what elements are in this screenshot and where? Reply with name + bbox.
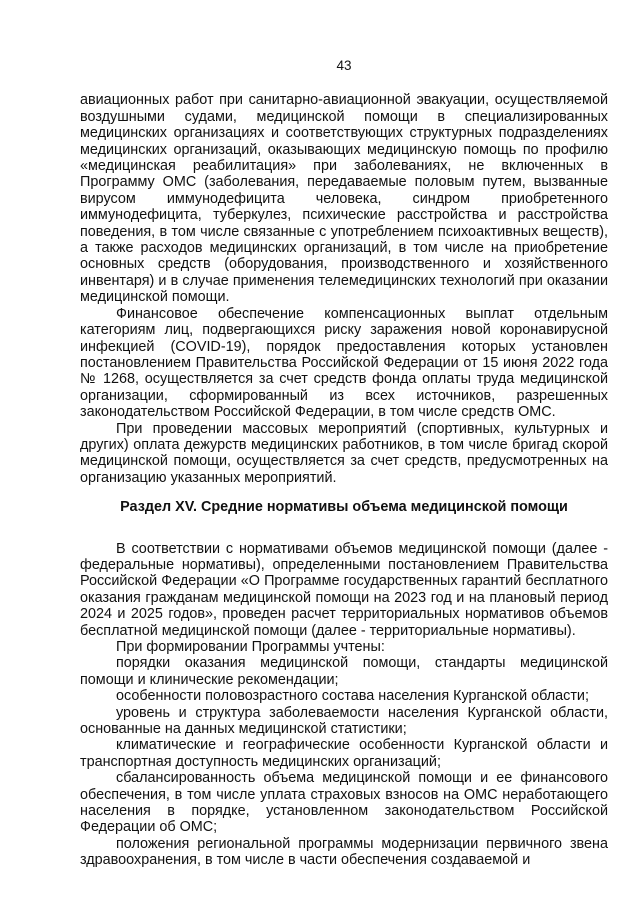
list-item-population-composition: особенности половозрастного состава населения Курганской области; [116, 688, 589, 705]
paragraph-federal-normatives: В соответствии с нормативами объемов медицинской помощи (далее - федеральные нормативы), определенными постановлением Правительства Российской Федерации «О Программе государственных гарантий бесплатного оказания гражданам медицинской помощи на 2023 год и на плановый период 2024 и 2025 годов», проведен расчет территориальных нормативов объемов бесплатной медицинской помощи (далее - территориальные нормативы). [80, 540, 608, 639]
list-item-balance-financing: сбалансированность объема медицинской помощи и ее финансового обеспечения, в том числе уплата страховых взносов на ОМС неработающего населения в порядке, установленном законодательством Российской Федерации об ОМС; [80, 770, 608, 836]
document-page [80, 58, 608, 869]
page-number: 43 [336, 58, 352, 73]
list-item-modernization-program: положения региональной программы модернизации первичного звена здравоохранения, в том числе в части обеспечения создаваемой и [80, 835, 608, 869]
list-item-procedures-standards: порядки оказания медицинской помощи, стандарты медицинской помощи и клинические рекомендации; [80, 655, 608, 688]
list-item-climate-geography: климатические и географические особенности Курганской области и транспортная доступность медицинских организаций; [80, 737, 608, 770]
paragraph-program-considered: При формировании Программы учтены: [116, 639, 385, 655]
paragraph-covid-compensation: Финансовое обеспечение компенсационных выплат отдельным категориям лиц, подвергающихся риску заражения новой коронавирусной инфекцией (COVID-19), порядок предоставления которых установлен постановлением Правительства Российской Федерации от 15 июня 2022 года № 1268, осуществляется за счет средств фонда оплаты труда медицинской организации, сформированный из всех источников, разрешенных законодательством Российской Федерации, в том числе средств ОМС. [80, 305, 608, 421]
paragraph-mass-events: При проведении массовых мероприятий (спортивных, культурных и других) оплата дежурств медицинских работников, в том числе бригад скорой медицинской помощи, осуществляется за счет средств, предусмотренных на организацию указанных мероприятий. [80, 420, 608, 486]
list-item-morbidity: уровень и структура заболеваемости населения Курганской области, основанные на данных медицинской статистики; [80, 704, 608, 738]
paragraph-aviation-financing: авиационных работ при санитарно-авиационной эвакуации, осуществляемой воздушными судами, медицинской помощи в специализированных медицинских организациях и соответствующих структурных подразделениях медицинских организаций, оказывающих медицинскую помощь по профилю «медицинская реабилитация» при заболеваниях, не включенных в Программу ОМС (заболевания, передаваемые половым путем, вызванные вирусом иммунодефицита человека, синдром приобретенного иммунодефицита, туберкулез, психические расстройства и расстройства поведения, в том числе связанные с употреблением психоактивных веществ), а также расходов медицинских организаций, в том числе на приобретение основных средств (оборудования, производственного и хозяйственного инвентаря) и в случае применения телемедицинских технологий при оказании медицинской помощи. [80, 92, 608, 306]
section-heading: Раздел XV. Средние нормативы объема медицинской помощи [120, 499, 568, 516]
